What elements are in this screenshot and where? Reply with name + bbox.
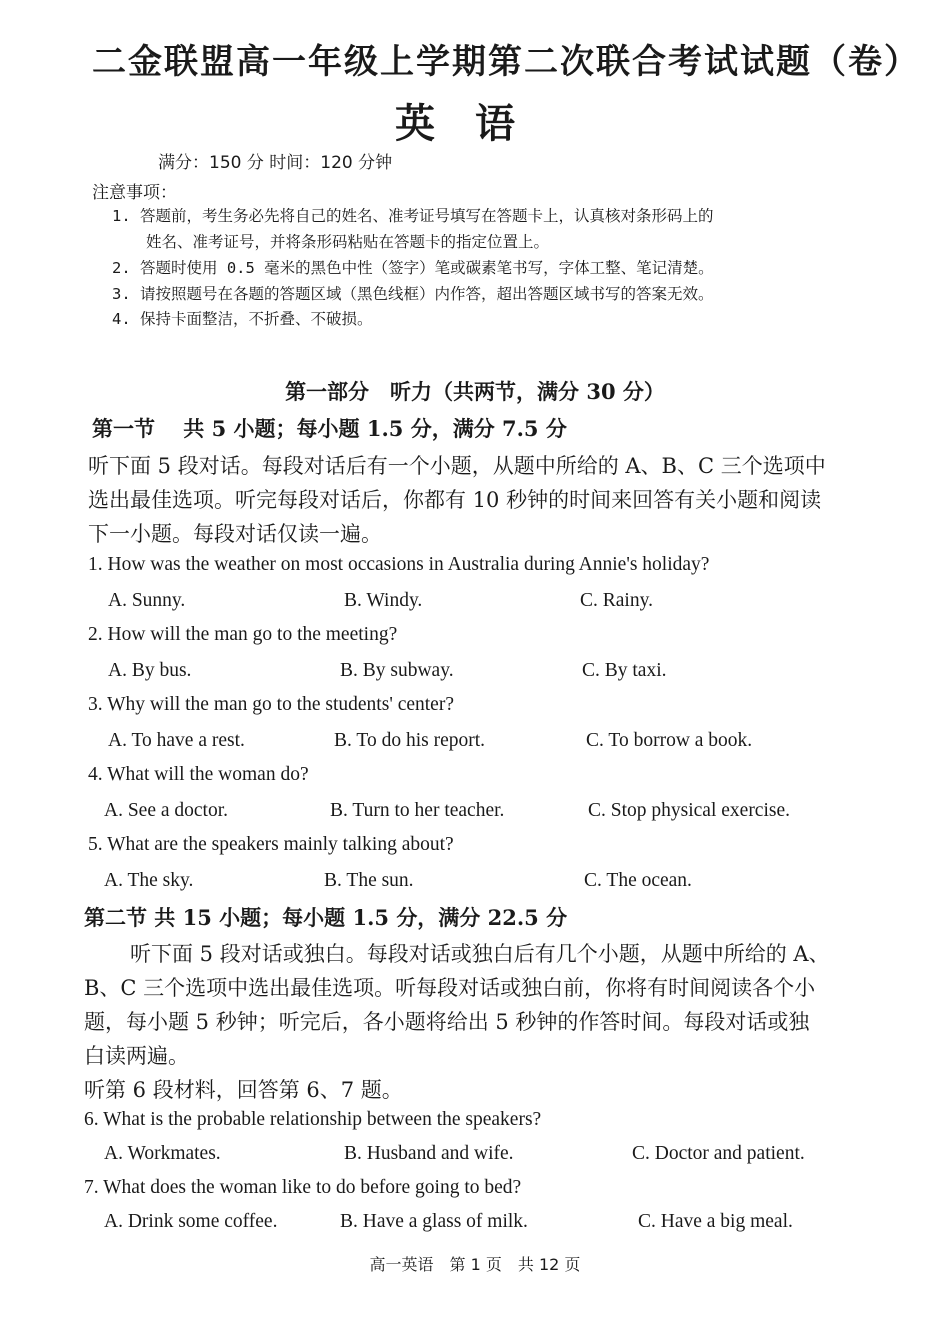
notes-heading: 注意事项： — [92, 183, 177, 203]
q3-option-b: B. To do his report. — [334, 730, 486, 751]
note-item: 4. 保持卡面整洁，不折叠、不破损。 — [112, 310, 373, 328]
q4-option-b: B. Turn to her teacher. — [330, 800, 505, 821]
q4-option-a: A. See a doctor. — [104, 800, 229, 821]
note-item: 2. 答题时使用 0.5 毫米的黑色中性（签字）笔或碳素笔书写，字体工整、笔记清楚。 — [112, 259, 714, 277]
question-6: 6. What is the probable relationship between the speakers? — [84, 1109, 542, 1130]
note-item: 姓名、准考证号，并将条形码粘贴在答题卡的指定位置上。 — [146, 233, 550, 251]
q7-option-a: A. Drink some coffee. — [104, 1211, 278, 1232]
instruction-line: 下一小题。每段对话仅读一遍。 — [88, 522, 382, 546]
q4-option-c: C. Stop physical exercise. — [588, 800, 790, 821]
q7-option-b: B. Have a glass of milk. — [340, 1211, 528, 1232]
page-footer: 高一英语 第 1 页 共 12 页 — [369, 1255, 581, 1274]
question-2: 2. How will the man go to the meeting? — [88, 624, 398, 645]
q1-option-a: A. Sunny. — [108, 590, 186, 611]
question-5: 5. What are the speakers mainly talking about? — [88, 834, 454, 855]
section-two-heading: 第二节 共 15 小题；每小题 1.5 分，满分 22.5 分 — [84, 905, 568, 930]
q5-option-a: A. The sky. — [104, 870, 194, 891]
section-one-heading: 第一节 共 5 小题；每小题 1.5 分，满分 7.5 分 — [92, 416, 567, 441]
note-item: 1. 答题前，考生务必先将自己的姓名、准考证号填写在答题卡上，认真核对条形码上的 — [112, 207, 714, 225]
q1-option-b: B. Windy. — [344, 590, 423, 611]
instruction-line: 选出最佳选项。听完每段对话后，你都有 10 秒钟的时间来回答有关小题和阅读 — [88, 488, 822, 512]
part-one-title: 第一部分 听力（共两节，满分 30 分） — [285, 379, 665, 404]
q1-option-c: C. Rainy. — [580, 590, 653, 611]
question-1: 1. How was the weather on most occasions in Australia during Annie's holiday? — [88, 554, 710, 575]
subject-title: 英语 — [395, 101, 555, 147]
q2-option-a: A. By bus. — [108, 660, 192, 681]
q5-option-b: B. The sun. — [324, 870, 414, 891]
material-instruction: 听第 6 段材料，回答第 6、7 题。 — [84, 1078, 403, 1102]
instruction-line: 听下面 5 段对话。每段对话后有一个小题，从题中所给的 A、B、C 三个选项中 — [88, 454, 826, 478]
score-time-info: 满分：150 分 时间：120 分钟 — [158, 153, 393, 173]
q2-option-c: C. By taxi. — [582, 660, 667, 681]
instruction-line: 白读两遍。 — [84, 1044, 189, 1068]
instruction-line: 听下面 5 段对话或独白。每段对话或独白后有几个小题，从题中所给的 A、 — [130, 942, 830, 966]
q3-option-c: C. To borrow a book. — [586, 730, 753, 751]
q2-option-b: B. By subway. — [340, 660, 454, 681]
question-4: 4. What will the woman do? — [88, 764, 309, 785]
instruction-line: B、C 三个选项中选出最佳选项。听每段对话或独白前，你将有时间阅读各个小 — [84, 976, 816, 1000]
exam-title: 二金联盟高一年级上学期第二次联合考试试题（卷） — [92, 42, 920, 82]
q7-option-c: C. Have a big meal. — [638, 1211, 793, 1232]
note-item: 3. 请按照题号在各题的答题区域（黑色线框）内作答，超出答题区域书写的答案无效。 — [112, 285, 714, 303]
q3-option-a: A. To have a rest. — [108, 730, 245, 751]
q5-option-c: C. The ocean. — [584, 870, 692, 891]
question-7: 7. What does the woman like to do before going to bed? — [84, 1177, 522, 1198]
question-3: 3. Why will the man go to the students' center? — [88, 694, 454, 715]
q6-option-a: A. Workmates. — [104, 1143, 221, 1164]
q6-option-c: C. Doctor and patient. — [632, 1143, 805, 1164]
instruction-line: 题，每小题 5 秒钟；听完后，各小题将给出 5 秒钟的作答时间。每段对话或独 — [84, 1010, 810, 1034]
q6-option-b: B. Husband and wife. — [344, 1143, 514, 1164]
